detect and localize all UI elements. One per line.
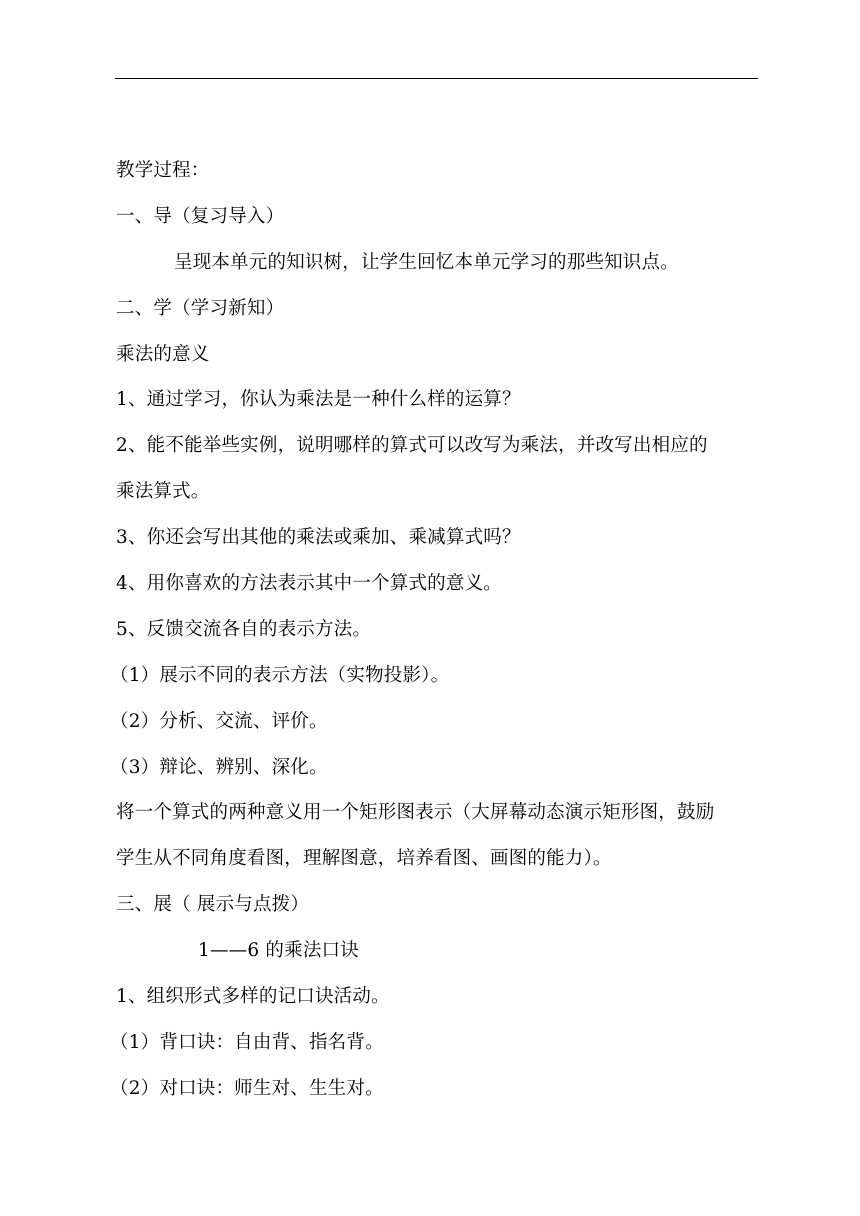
paragraph-rectangle-diagram-continued: 学生从不同角度看图，理解图意，培养看图、画图的能力）。	[116, 848, 612, 870]
sub-item-recite: （1）背口诀：自由背、指名背。	[110, 1031, 384, 1053]
list-item-4: 4、用你喜欢的方法表示其中一个算式的意义。	[116, 573, 502, 595]
list-item-3: 3、你还会写出其他的乘法或乘加、乘减算式吗？	[116, 527, 521, 549]
section-heading-learn: 二、学（学习新知）	[116, 297, 285, 319]
sub-item-5-3: （3）辩论、辨别、深化。	[110, 756, 328, 778]
section-heading-show: 三、展（ 展示与点拨）	[116, 894, 310, 916]
section-heading-review: 一、导（复习导入）	[116, 205, 285, 227]
list-item-2-continued: 乘法算式。	[116, 481, 210, 503]
list-item-activities: 1、组织形式多样的记口诀活动。	[116, 986, 390, 1008]
list-item-1: 1、通过学习，你认为乘法是一种什么样的运算？	[116, 389, 521, 411]
sub-item-5-1: （1）展示不同的表示方法（实物投影）。	[110, 664, 450, 686]
paragraph-rectangle-diagram: 将一个算式的两种意义用一个矩形图表示（大屏幕动态演示矩形图，鼓励	[116, 802, 715, 824]
sub-item-pair-recite: （2）对口诀：师生对、生生对。	[110, 1077, 384, 1099]
header-rule	[115, 78, 758, 79]
list-item-2: 2、能不能举些实例，说明哪样的算式可以改写为乘法，并改写出相应的	[116, 435, 708, 457]
paragraph-knowledge-tree: 呈现本单元的知识树，让学生回忆本单元学习的那些知识点。	[174, 251, 679, 273]
section-heading-teaching-process: 教学过程：	[116, 160, 210, 181]
subheading-multiplication-table: 1——6 的乘法口诀	[198, 940, 359, 962]
document-body	[110, 148, 762, 1112]
sub-item-5-2: （2）分析、交流、评价。	[110, 710, 328, 732]
subheading-meaning-of-multiplication: 乘法的意义	[116, 343, 210, 365]
list-item-5: 5、反馈交流各自的表示方法。	[116, 618, 372, 640]
